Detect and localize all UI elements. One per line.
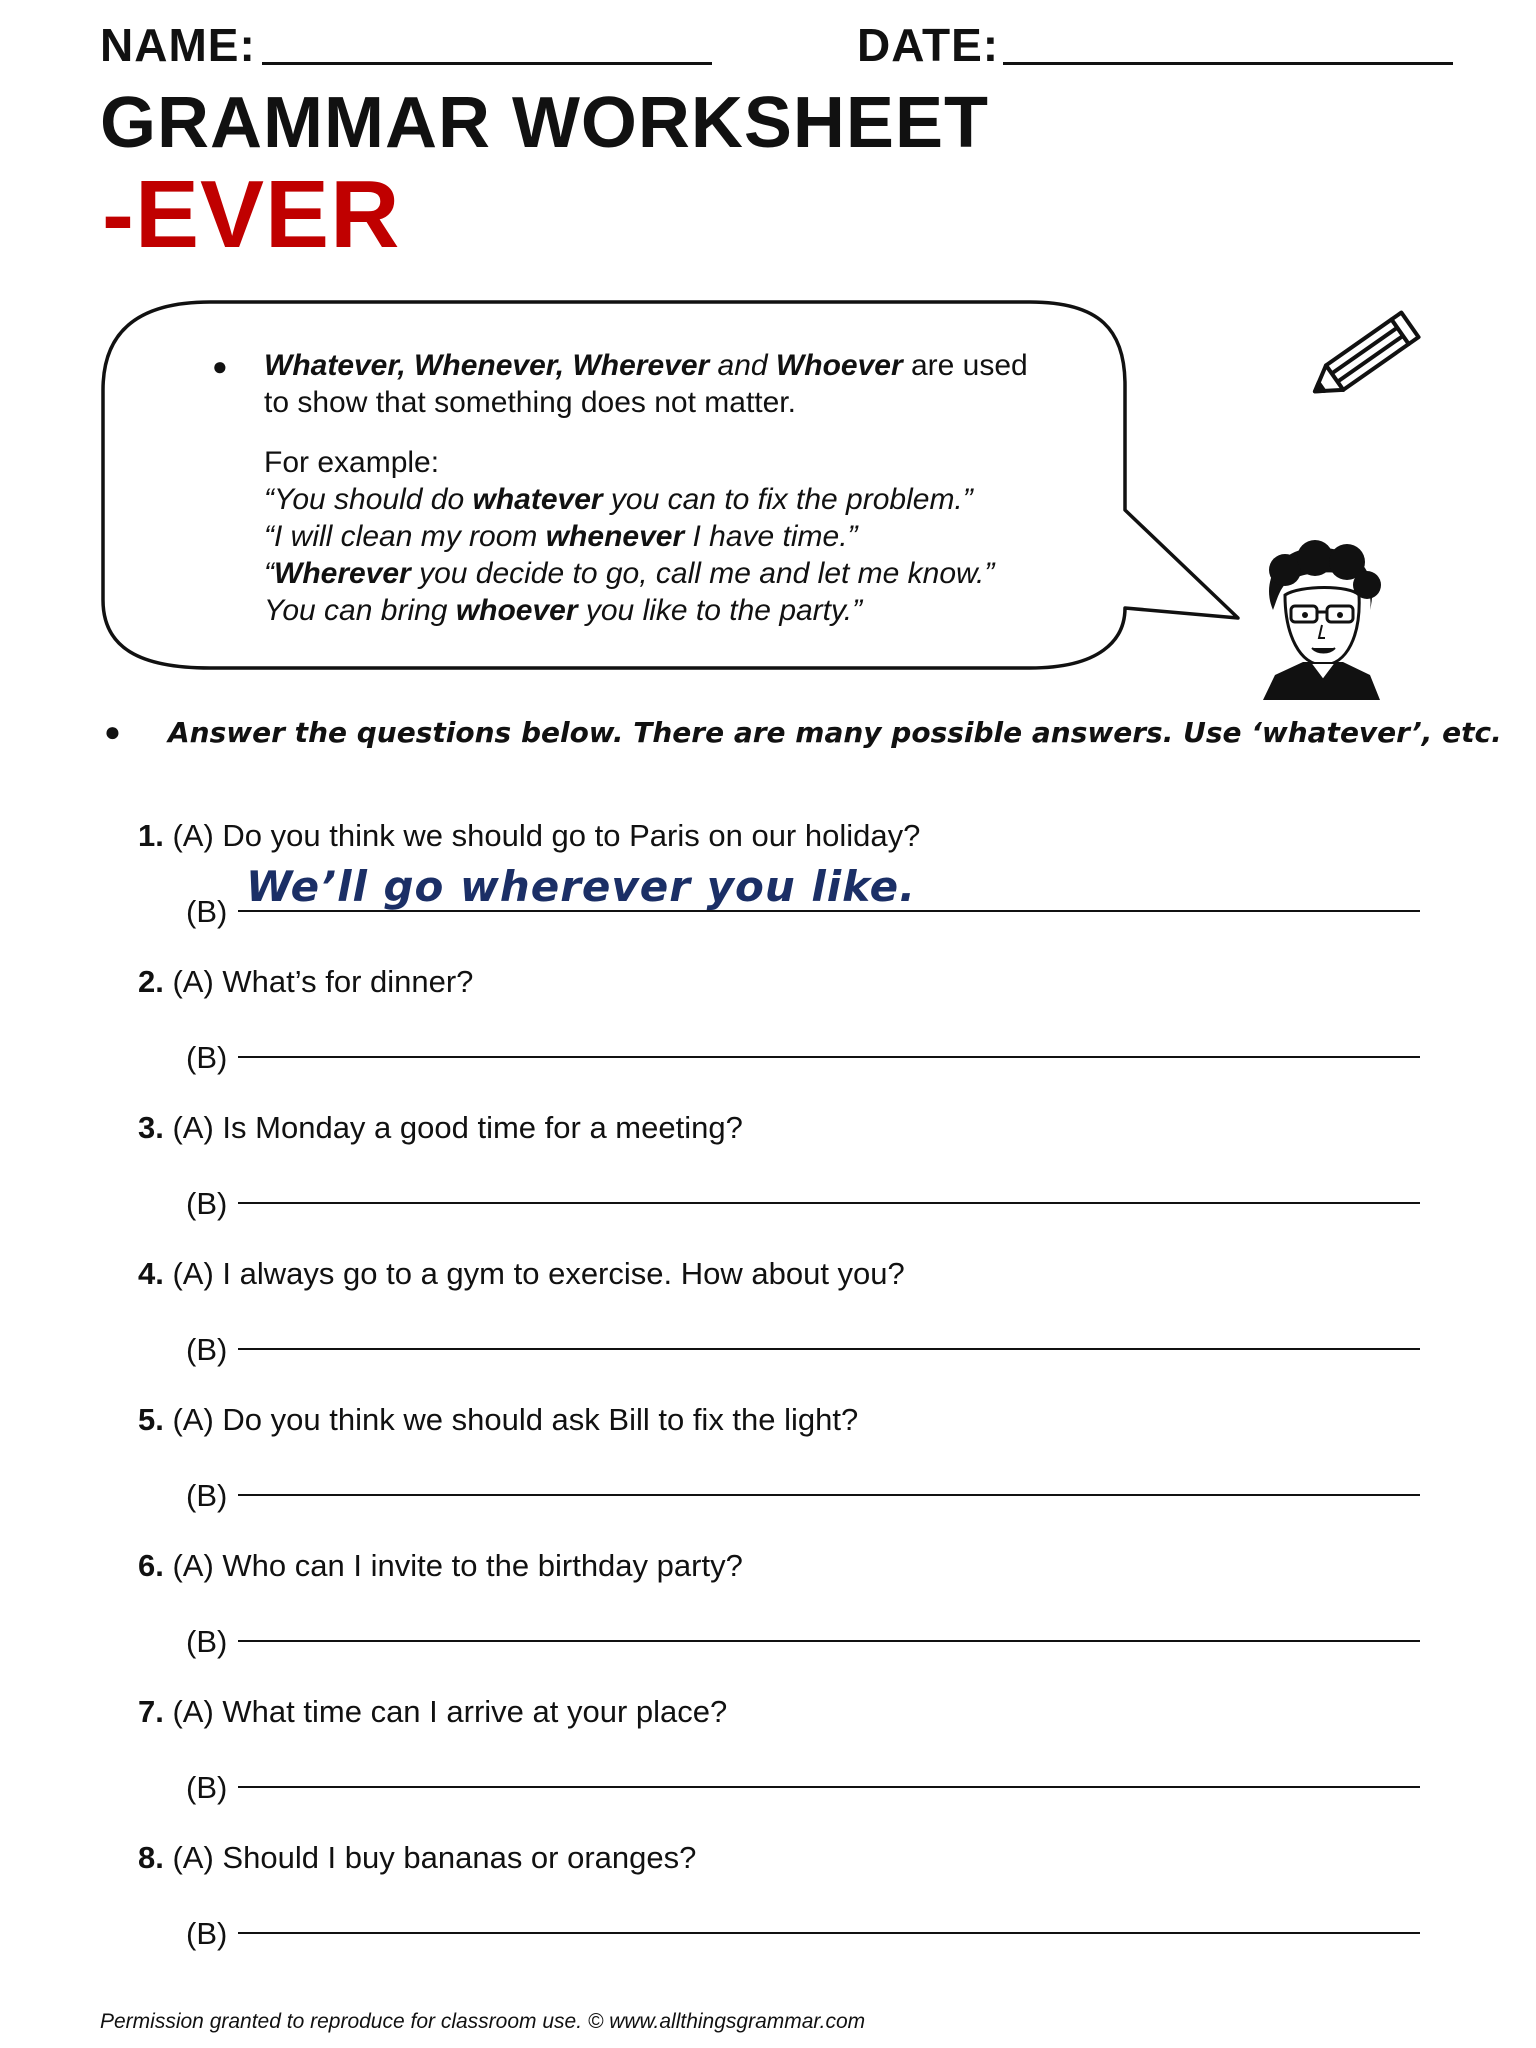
question-6: [138, 1548, 743, 1584]
question-8: [138, 1840, 696, 1876]
question-2: [138, 964, 473, 1000]
answer-7-line[interactable]: [238, 1786, 1420, 1788]
answer-b-label: (B): [186, 1040, 228, 1075]
question-number: 2.: [138, 964, 164, 999]
question-number: 4.: [138, 1256, 164, 1291]
date-label: DATE:: [857, 19, 1000, 71]
example-1: “You should do whatever you can to fix the problem.”: [264, 483, 973, 516]
question-1: [138, 818, 920, 854]
handwritten-answer: We’ll go wherever you like.: [246, 862, 917, 911]
answer-4-line[interactable]: [238, 1348, 1420, 1350]
question-a-text: (A) Do you think we should ask Bill to fix the light?: [172, 1402, 859, 1437]
question-number: 6.: [138, 1548, 164, 1583]
answer-b-label: (B): [186, 1186, 228, 1221]
pencil-icon: [1300, 310, 1430, 410]
question-number: 5.: [138, 1402, 164, 1437]
question-a-text: (A) Should I buy bananas or oranges?: [172, 1840, 697, 1875]
question-a-text: (A) Do you think we should go to Paris on our holiday?: [172, 818, 921, 853]
question-4: [138, 1256, 905, 1292]
answer-2-line[interactable]: [238, 1056, 1420, 1058]
answer-8-line[interactable]: [238, 1932, 1420, 1934]
footer-permission: Permission granted to reproduce for classroom use. © www.allthingsgrammar.com: [100, 2010, 866, 2033]
worksheet-topic: -EVER: [102, 161, 401, 268]
teacher-avatar: [1255, 540, 1385, 700]
question-5: [138, 1402, 858, 1438]
answer-5-line[interactable]: [238, 1494, 1420, 1496]
answer-6-line[interactable]: [238, 1640, 1420, 1642]
answer-b-label: (B): [186, 894, 228, 929]
question-number: 1.: [138, 818, 164, 853]
question-a-text: (A) I always go to a gym to exercise. How about you?: [172, 1256, 905, 1291]
name-label: NAME:: [100, 19, 256, 71]
answer-b-label: (B): [186, 1624, 228, 1659]
answer-b-label: (B): [186, 1916, 228, 1951]
question-a-text: (A) What’s for dinner?: [172, 964, 474, 999]
question-number: 7.: [138, 1694, 164, 1729]
answer-b-label: (B): [186, 1478, 228, 1513]
answer-3-line[interactable]: [238, 1202, 1420, 1204]
answer-b-label: (B): [186, 1770, 228, 1805]
example-3: “Wherever you decide to go, call me and let me know.”: [264, 557, 995, 590]
answer-b-label: (B): [186, 1332, 228, 1367]
example-intro: For example:: [264, 446, 440, 479]
question-3: [138, 1110, 743, 1146]
question-a-text: (A) Is Monday a good time for a meeting?: [172, 1110, 743, 1145]
question-a-text: (A) Who can I invite to the birthday party?: [172, 1548, 743, 1583]
examples-block: [264, 444, 1124, 629]
question-7: [138, 1694, 727, 1730]
instruction-text: Answer the questions below. There are many possible answers. Use ‘whatever’, etc.: [168, 716, 1502, 749]
worksheet-title: GRAMMAR WORKSHEET: [100, 83, 989, 163]
instruction-bullet-icon: ●: [104, 716, 121, 747]
question-a-text: (A) What time can I arrive at your place?: [172, 1694, 728, 1729]
example-2: “I will clean my room whenever I have time.”: [264, 520, 858, 553]
question-number: 8.: [138, 1840, 164, 1875]
example-4: You can bring whoever you like to the party.”: [264, 594, 863, 627]
bullet-icon: ●: [212, 351, 228, 381]
question-number: 3.: [138, 1110, 164, 1145]
rule-text: Whatever, Whenever, Wherever and Whoever are used to show that something does not matter.: [264, 349, 1028, 419]
